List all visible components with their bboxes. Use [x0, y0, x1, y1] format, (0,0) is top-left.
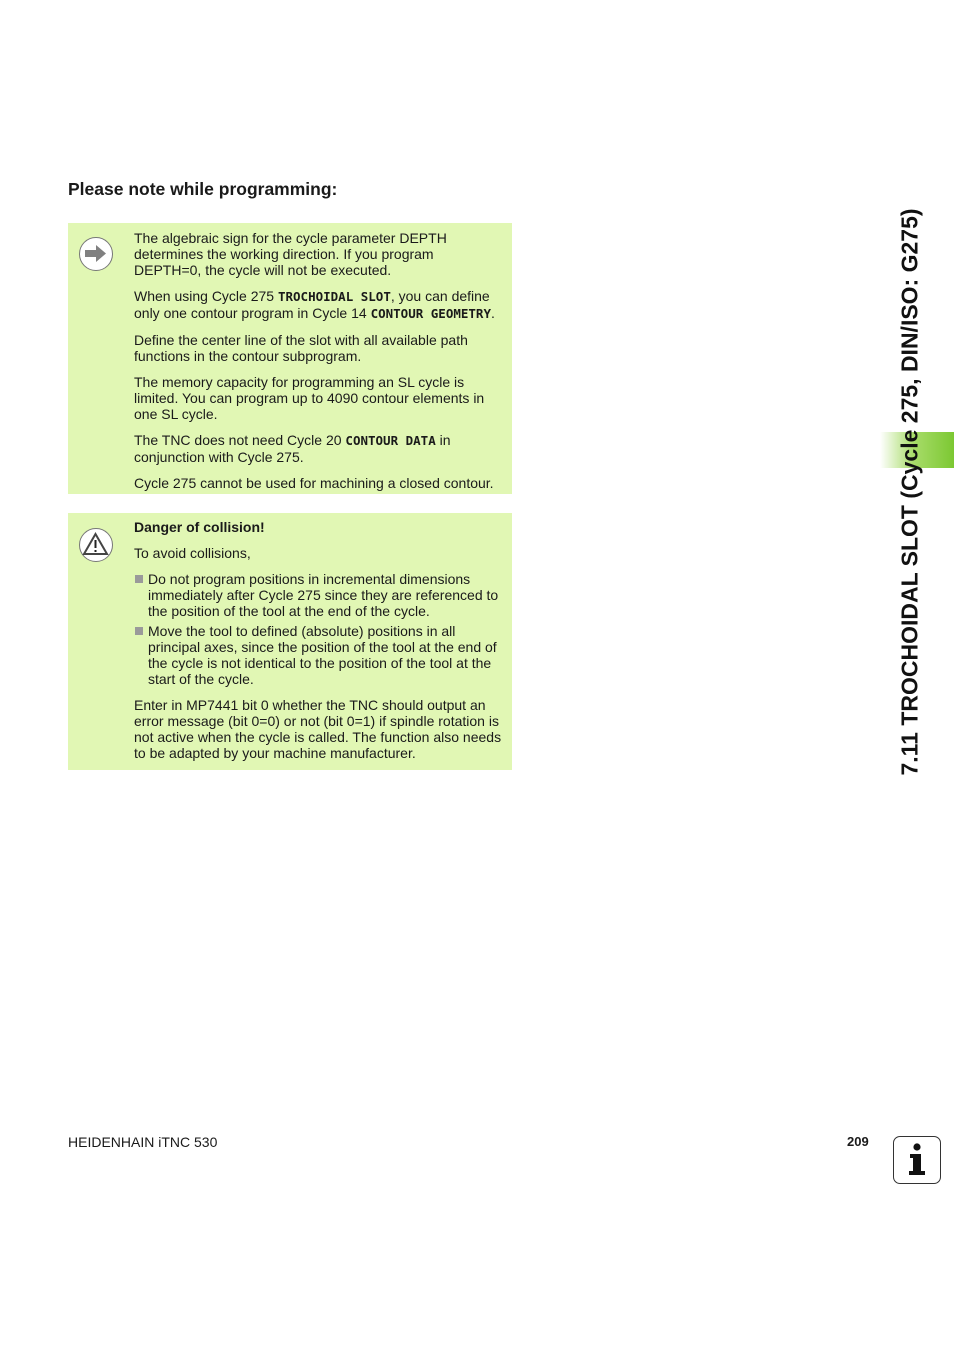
note-paragraph: The algebraic sign for the cycle parameter DEPTH determines the working direction. If you program DEPTH=0, the cycle will not be executed. — [134, 230, 447, 278]
warning-triangle-icon — [79, 528, 113, 562]
arrow-right-icon — [79, 237, 113, 271]
side-chapter-title: 7.11 TROCHOIDAL SLOT (Cycle 275, DIN/ISO: G275) — [896, 208, 923, 776]
note-paragraph: Cycle 275 cannot be used for machining a closed contour. — [134, 475, 494, 491]
bullet-item: Do not program positions in incremental dimensions immediately after Cycle 275 since they are referenced to the position of the tool at the end of the cycle. — [134, 571, 504, 619]
footer-product: HEIDENHAIN iTNC 530 — [68, 1134, 218, 1150]
info-icon — [893, 1136, 941, 1184]
warning-box — [68, 513, 512, 770]
bullet-square-icon — [135, 627, 143, 635]
section-heading: Please note while programming: — [68, 179, 338, 199]
note-box — [68, 223, 512, 494]
note-paragraph: Define the center line of the slot with all available path functions in the contour subprogram. — [134, 332, 468, 364]
note-paragraph: When using Cycle 275 TROCHOIDAL SLOT, you can define only one contour program in Cycle 14 CONTOUR GEOMETRY. — [134, 288, 495, 321]
page-number: 209 — [847, 1134, 869, 1149]
bullet-item: Move the tool to defined (absolute) positions in all principal axes, since the position of the tool at the end of the cycle is not identical to the position of the tool at the start of the cycle. — [134, 623, 504, 687]
warning-intro: To avoid collisions, — [134, 545, 251, 561]
bullet-square-icon — [135, 575, 143, 583]
note-paragraph: The memory capacity for programming an SL cycle is limited. You can program up to 4090 contour elements in one SL cycle. — [134, 374, 485, 422]
warning-title: Danger of collision! — [134, 519, 265, 535]
warning-paragraph: Enter in MP7441 bit 0 whether the TNC should output an error message (bit 0=0) or not (bit 0=1) if spindle rotation is not active when the cycle is called. The function also needs to be adapted by your machine manufacturer. — [134, 697, 502, 761]
note-paragraph: The TNC does not need Cycle 20 CONTOUR DATA in conjunction with Cycle 275. — [134, 432, 451, 465]
